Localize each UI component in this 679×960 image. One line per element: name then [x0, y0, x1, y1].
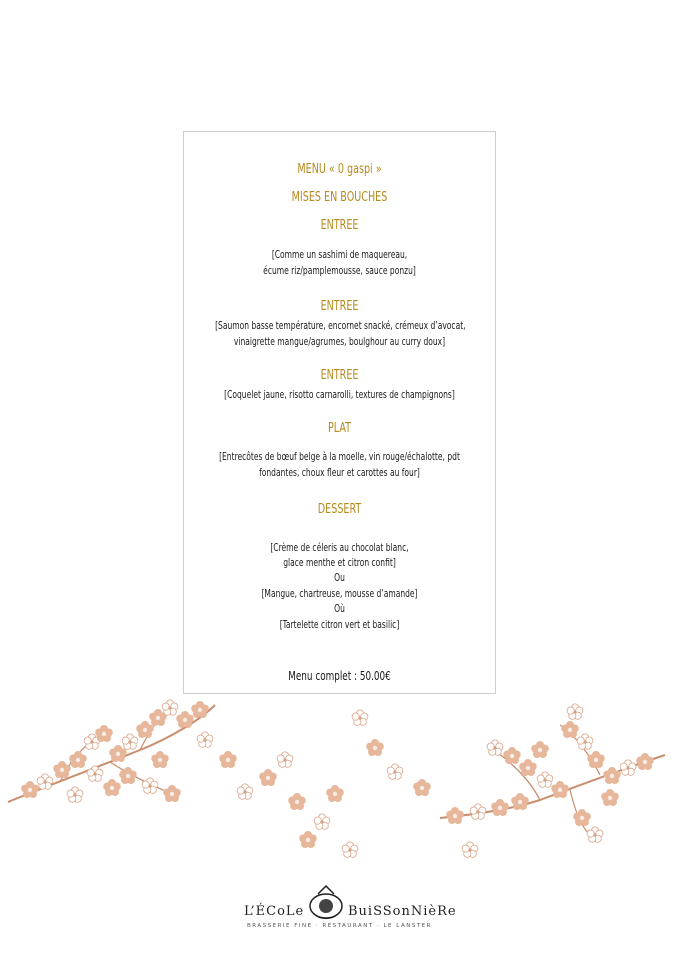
course1-line2: écume riz/pamplemousse, sauce ponzu]: [263, 265, 416, 277]
amuse-heading: MISES EN BOUCHES: [291, 190, 388, 205]
course4-line2: fondantes, choux fleur et carottes au four]: [259, 467, 420, 479]
menu-price: Menu complet : 50.00€: [288, 669, 391, 683]
course4-heading: PLAT: [328, 421, 351, 436]
dessert-or2: Où: [334, 603, 345, 615]
logo-emblem-icon: [306, 884, 346, 922]
dessert-or1: Ou: [334, 572, 345, 584]
menu-title: MENU « 0 gaspi »: [297, 162, 382, 177]
dessert-heading: DESSERT: [317, 502, 362, 517]
course3-heading: ENTREE: [320, 368, 359, 383]
restaurant-logo: [0, 880, 679, 940]
dessert-opt1-line1: [Crème de céleris au chocolat blanc,: [270, 542, 409, 554]
course1-heading: ENTREE: [320, 218, 359, 233]
logo-text-right: BuiSSonNièRe: [348, 904, 457, 919]
course3-line1: [Coquelet jaune, risotto carnarolli, textures de champignons]: [224, 389, 455, 401]
course2-line1: [Saumon basse température, encornet snacké, crémeux d’avocat,: [215, 320, 466, 332]
menu-card: [183, 131, 496, 694]
course2-line2: vinaigrette mangue/agrumes, boulghour au curry doux]: [233, 336, 446, 348]
course4-line1: [Entrecôtes de bœuf belge à la moelle, vin rouge/échalotte, pdt: [219, 451, 460, 463]
dessert-opt3: [Tartelette citron vert et basilic]: [279, 619, 400, 631]
logo-text-left: L’ÉCoLe: [244, 904, 305, 919]
course1-line1: [Comme un sashimi de maquereau,: [271, 249, 408, 261]
dessert-opt1-line2: glace menthe et citron confit]: [283, 557, 396, 569]
logo-subtitle: BRASSERIE FINE · RESTAURANT · LE LANSTER: [247, 923, 432, 929]
dessert-opt2: [Mangue, chartreuse, mousse d’amande]: [261, 588, 418, 600]
course2-heading: ENTREE: [320, 299, 359, 314]
blossom-decoration: [0, 690, 679, 870]
